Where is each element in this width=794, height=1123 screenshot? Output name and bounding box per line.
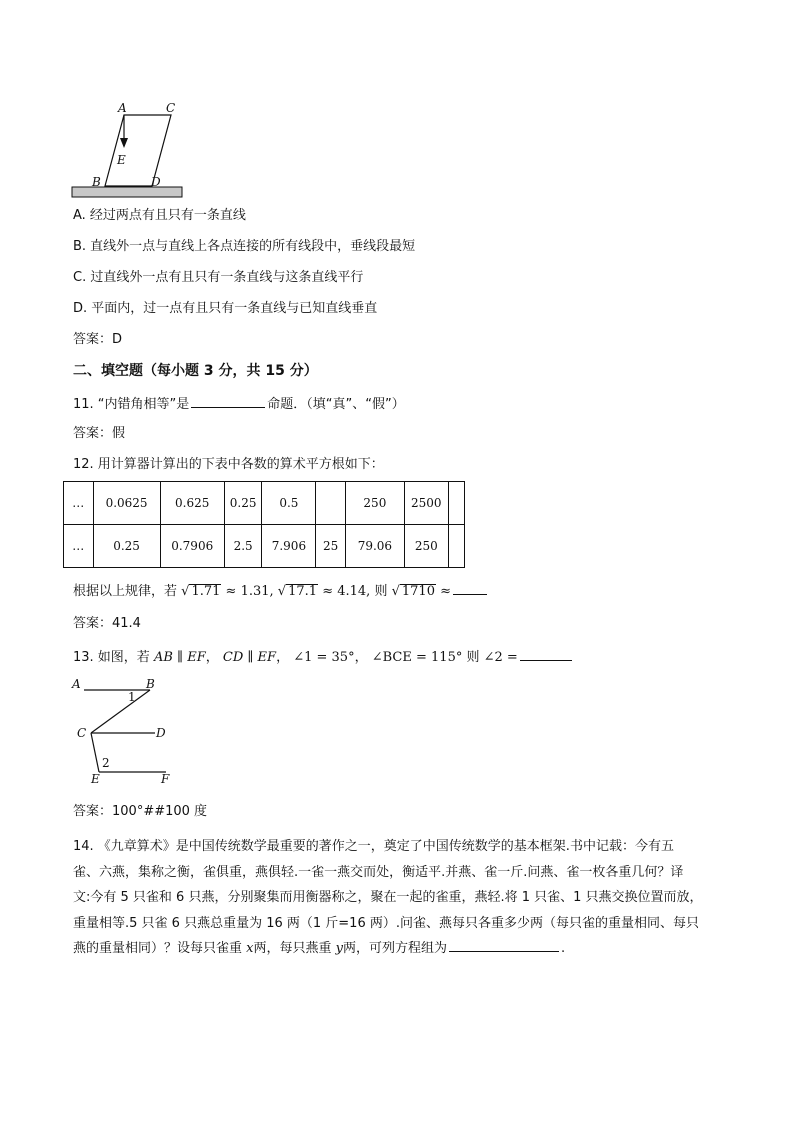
fig1-label-c: C [166, 101, 176, 115]
table-cell: 0.25 [224, 482, 262, 525]
fig2-label-b: B [146, 677, 155, 691]
fig1-label-d: D [151, 175, 161, 189]
q12-approx-1: ≈ 1.31, [225, 584, 274, 599]
sqrt-radicand-1: 1.71 [191, 584, 221, 599]
table-row [64, 482, 465, 525]
table-cell: 0.7906 [160, 525, 224, 568]
table-cell: 7.906 [262, 525, 316, 568]
q14-mid-2: 两，可列方程组为 [343, 941, 448, 956]
q14-line: 14. 《九章算术》是中国传统数学最重要的著作之一，奠定了中国传统数学的基本框架.书中记载：今有五 [73, 839, 674, 854]
q13-prefix: 13. 如图，若 [73, 650, 150, 665]
q13-angle-2: ∠2 = [483, 650, 518, 665]
q13-sep-2: ， [276, 650, 290, 665]
q12-then: 则 [374, 584, 388, 599]
fig2-label-c: C [77, 726, 87, 740]
table-cell: … [64, 482, 94, 525]
q13-answer: 答案：100°##100 度 [73, 804, 208, 819]
table-row [64, 525, 465, 568]
fig2-label-f: F [161, 772, 170, 786]
q12-answer: 答案：41.4 [73, 616, 141, 631]
q11-blank [191, 395, 265, 408]
table-cell: 2.5 [224, 525, 262, 568]
fig1-label-b: B [92, 175, 101, 189]
option-b: B. 直线外一点与直线上各点连接的所有线段中，垂线段最短 [73, 239, 416, 254]
q13-angle-1: ∠1 = 35° [293, 650, 355, 665]
table-cell: … [64, 525, 94, 568]
q11-answer: 答案：假 [73, 426, 126, 441]
sqrt-symbol-icon: √ [391, 584, 400, 599]
sqrt-table [63, 481, 465, 568]
line-bc [91, 690, 150, 733]
q12-blank [453, 582, 487, 595]
sqrt-symbol-icon: √ [181, 584, 190, 599]
option-a: A. 经过两点有且只有一条直线 [73, 208, 246, 223]
q14-line: 文:今有 5 只雀和 6 只燕，分别聚集而用衡器称之，聚在一起的雀重，燕轻.将 1 只雀、1 只燕交换位置而放， [73, 890, 703, 905]
q13-stem [73, 648, 574, 666]
table-cell: 0.5 [262, 482, 316, 525]
fig2-label-a: A [72, 677, 81, 691]
parallelogram [105, 115, 171, 186]
q13-ab: AB [153, 650, 173, 665]
q14-last-prefix: 燕的重量相同）？设每只雀重 [73, 941, 243, 956]
q12-approx-2: ≈ 4.14, [322, 584, 371, 599]
sqrt-radicand-3: 1710 [401, 584, 435, 599]
q13-ef-2: EF [257, 650, 277, 665]
table-cell: 25 [316, 525, 346, 568]
q14-blank [449, 939, 559, 952]
line-ce [91, 733, 99, 772]
q13-sep-1: ， [205, 650, 219, 665]
q13-then: 则 [466, 650, 480, 665]
q12-rule-prefix: 根据以上规律，若 [73, 584, 178, 599]
q13-sep-3: ， [354, 650, 368, 665]
q10-answer: 答案：D [73, 332, 123, 347]
option-c: C. 过直线外一点有且只有一条直线与这条直线平行 [73, 270, 364, 285]
table-cell: 250 [404, 525, 448, 568]
option-d: D. 平面内，过一点有且只有一条直线与已知直线垂直 [73, 301, 378, 316]
ground-bar [72, 187, 182, 197]
fig1-label-a: A [118, 101, 127, 115]
table-cell: 0.0625 [93, 482, 160, 525]
q14-line: 重量相等.5 只雀 6 只燕总重量为 16 两（1 斤=16 两）.问雀、燕每只各重多少两（每只雀的重量相同、每只 [73, 915, 699, 931]
table-cell: 0.25 [93, 525, 160, 568]
fig1-label-e: E [117, 153, 126, 167]
q13-parallel-1: ∥ [177, 650, 184, 665]
table-cell: 250 [345, 482, 404, 525]
fig2-label-angle-1: 1 [128, 690, 136, 704]
q14-end: . [561, 941, 566, 956]
table-cell [448, 482, 464, 525]
q13-parallel-2: ∥ [247, 650, 254, 665]
q11-suffix: 命题．（填“真”、“假”） [267, 397, 405, 412]
section-title: 二、填空题（每小题 3 分，共 15 分） [73, 363, 318, 379]
q14-text [73, 834, 723, 962]
table-cell [448, 525, 464, 568]
table-cell: 0.625 [160, 482, 224, 525]
q13-blank [520, 648, 572, 661]
q12-rule [73, 582, 489, 600]
q14-mid-1: 两，每只燕重 [253, 941, 332, 956]
q12-approx-3: ≈ [440, 584, 452, 599]
q13-angle-bce: ∠BCE = 115° [371, 650, 463, 665]
q14-var-x: x [246, 941, 254, 956]
q13-cd: CD [222, 650, 244, 665]
q14-line: 雀、六燕，集称之衡，雀俱重，燕俱轻.一雀一燕交而处，衡适平.并燕、雀一斤.问燕、雀一枚各重几何？译 [73, 864, 684, 880]
q14-last-line [73, 936, 723, 962]
q14-var-y: y [335, 941, 344, 956]
sqrt-radicand-2: 17.1 [288, 584, 318, 599]
sqrt-symbol-icon: √ [277, 584, 287, 599]
q12-stem: 12. 用计算器计算出的下表中各数的算术平方根如下： [73, 457, 384, 472]
figure-parallelogram [65, 100, 190, 200]
arrow-head-icon [120, 138, 128, 148]
q13-ef-1: EF [187, 650, 206, 665]
table-cell [316, 482, 346, 525]
fig2-label-e: E [91, 772, 100, 786]
q11-prefix: 11. “内错角相等”是 [73, 397, 190, 412]
q11-stem [73, 395, 405, 413]
fig2-label-d: D [156, 726, 166, 740]
table-cell: 2500 [404, 482, 448, 525]
fig2-label-angle-2: 2 [102, 756, 110, 770]
table-cell: 79.06 [345, 525, 404, 568]
